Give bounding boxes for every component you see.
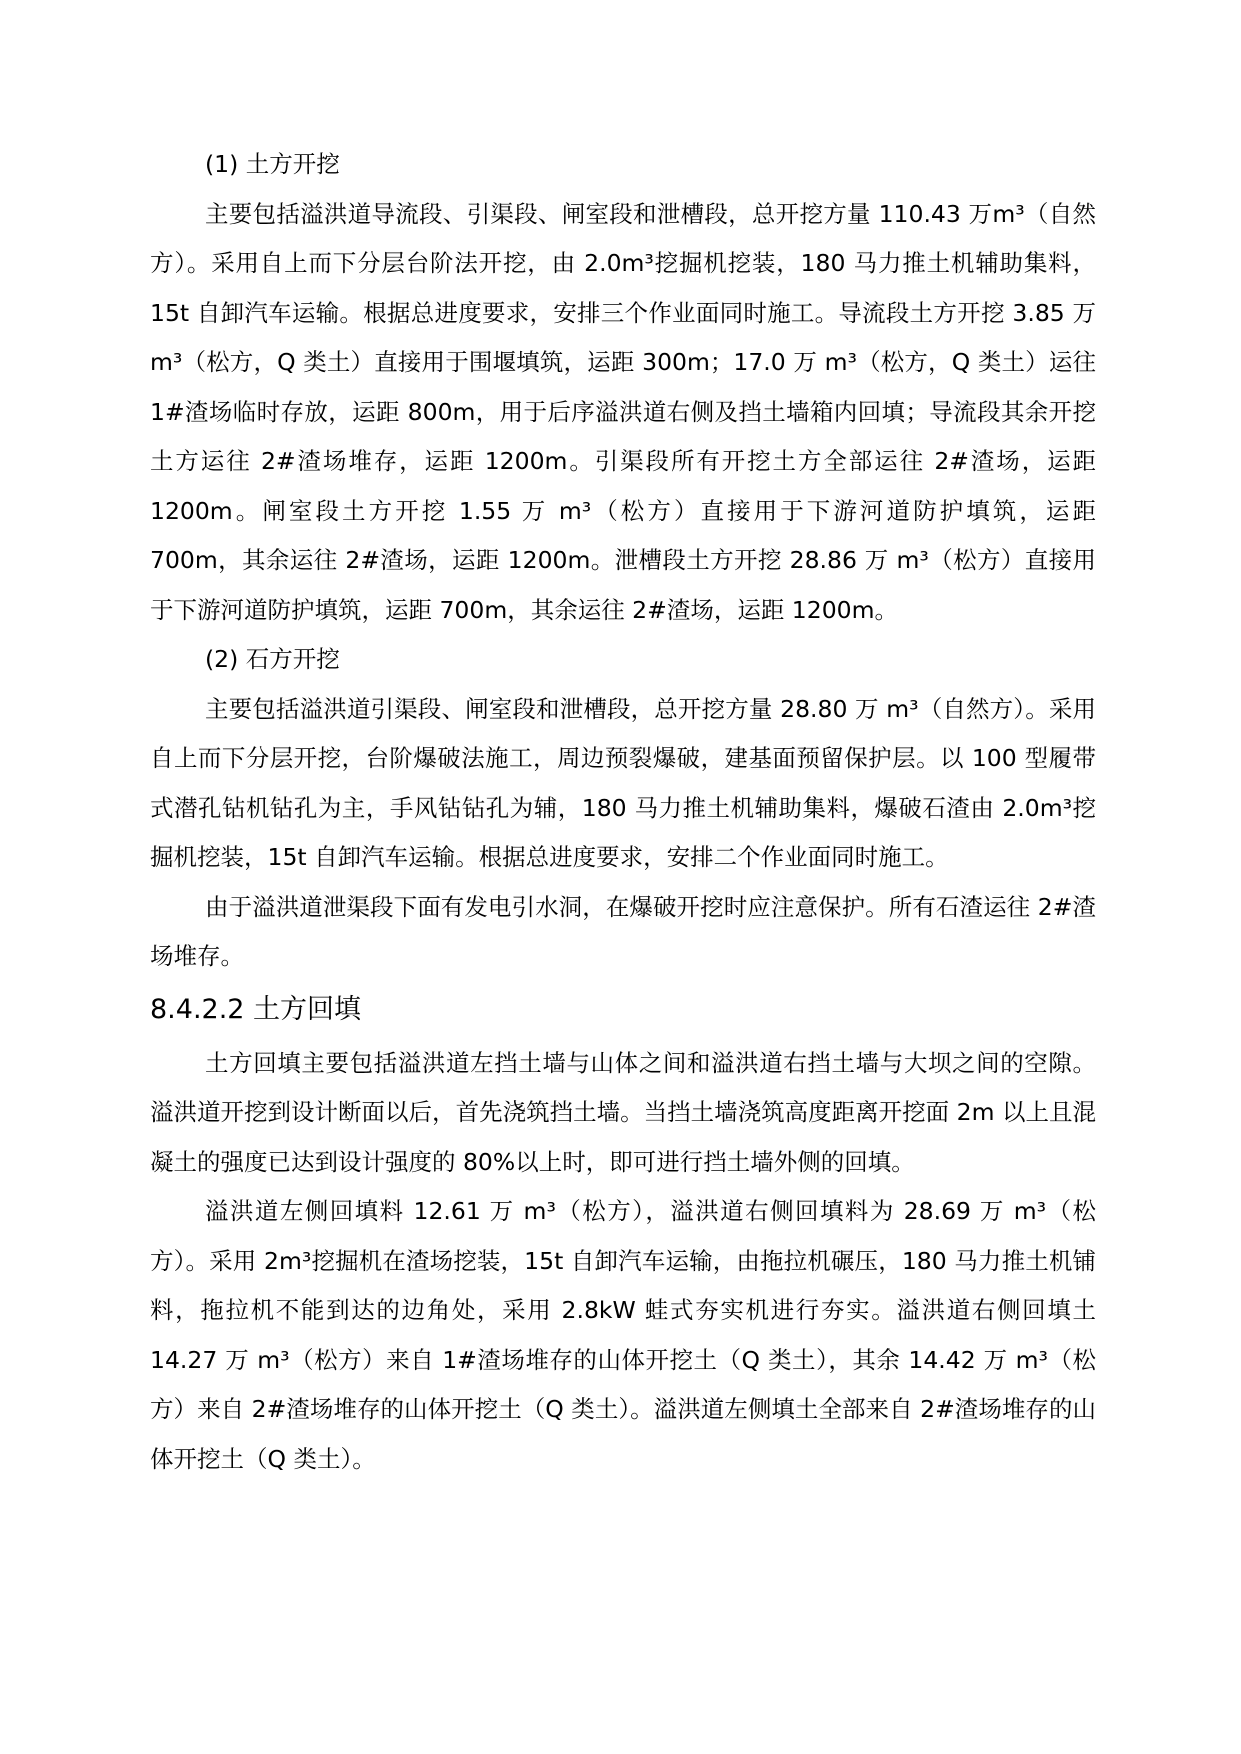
backfill-paragraph-2: 溢洪道左侧回填料 12.61 万 m³（松方），溢洪道右侧回填料为 28.69 万 m³（松方）。采用 2m³挖掘机在渣场挖装，15t 自卸汽车运输，由拖拉机碾压，180 马力推土机铺料，拖拉机不能到达的边角处，采用 2.8kW 蛙式夯实机进行夯实。溢洪道右侧回填土 14.27 万 m³（松方）来自 1#渣场堆存的山体开挖土（Q 类土），其余 14.42 万 m³（松方）来自 2#渣场堆存的山体开挖土（Q 类土）。溢洪道左侧填土全部来自 2#渣场堆存的山体开挖土（Q 类土）。 — [150, 1197, 1096, 1473]
rock-excavation-title: (2) 石方开挖 — [205, 645, 340, 673]
earth-excavation-body: 主要包括溢洪道导流段、引渠段、闸室段和泄槽段，总开挖方量 110.43 万m³（自然方）。采用自上而下分层台阶法开挖，由 2.0m³挖掘机挖装，180 马力推土机辅助集料，15t 自卸汽车运输。根据总进度要求，安排三个作业面同时施工。导流段土方开挖 3.85 万 m³（松方，Q 类土）直接用于围堰填筑，运距 300m；17.0 万 m³（松方，Q 类土）运往 1#渣场临时存放，运距 800m，用于后序溢洪道右侧及挡土墙箱内回填；导流段其余开挖土方运往 2#渣场堆存，运距 1200m。引渠段所有开挖土方全部运往 2#渣场，运距 1200m。闸室段土方开挖 1.55 万 m³（松方）直接用于下游河道防护填筑，运距 700m，其余运往 2#渣场，运距 1200m。泄槽段土方开挖 28.86 万 m³（松方）直接用于下游河道防护填筑，运距 700m，其余运往 2#渣场，运距 1200m。 — [150, 199, 1096, 624]
earth-excavation-title: (1) 土方开挖 — [205, 150, 340, 178]
rock-excavation-body: 主要包括溢洪道引渠段、闸室段和泄槽段，总开挖方量 28.80 万 m³（自然方）。采用自上而下分层开挖，台阶爆破法施工，周边预裂爆破，建基面预留保护层。以 100 型履带式潜孔钻机钻孔为主，手风钻钻孔为辅，180 马力推土机辅助集料，爆破石渣由 2.0m³挖掘机挖装，15t 自卸汽车运输。根据总进度要求，安排二个作业面同时施工。 — [150, 694, 1096, 871]
backfill-paragraph-1: 土方回填主要包括溢洪道左挡土墙与山体之间和溢洪道右挡土墙与大坝之间的空隙。溢洪道开挖到设计断面以后，首先浇筑挡土墙。当挡土墙浇筑高度距离开挖面 2m 以上且混凝土的强度已达到设计强度的 80%以上时，即可进行挡土墙外侧的回填。 — [150, 1048, 1096, 1176]
document-body — [150, 140, 1096, 1484]
backfill-heading: 8.4.2.2 土方回填 — [150, 993, 362, 1025]
rock-excavation-note: 由于溢洪道泄渠段下面有发电引水洞，在爆破开挖时应注意保护。所有石渣运往 2#渣场堆存。 — [150, 892, 1096, 970]
